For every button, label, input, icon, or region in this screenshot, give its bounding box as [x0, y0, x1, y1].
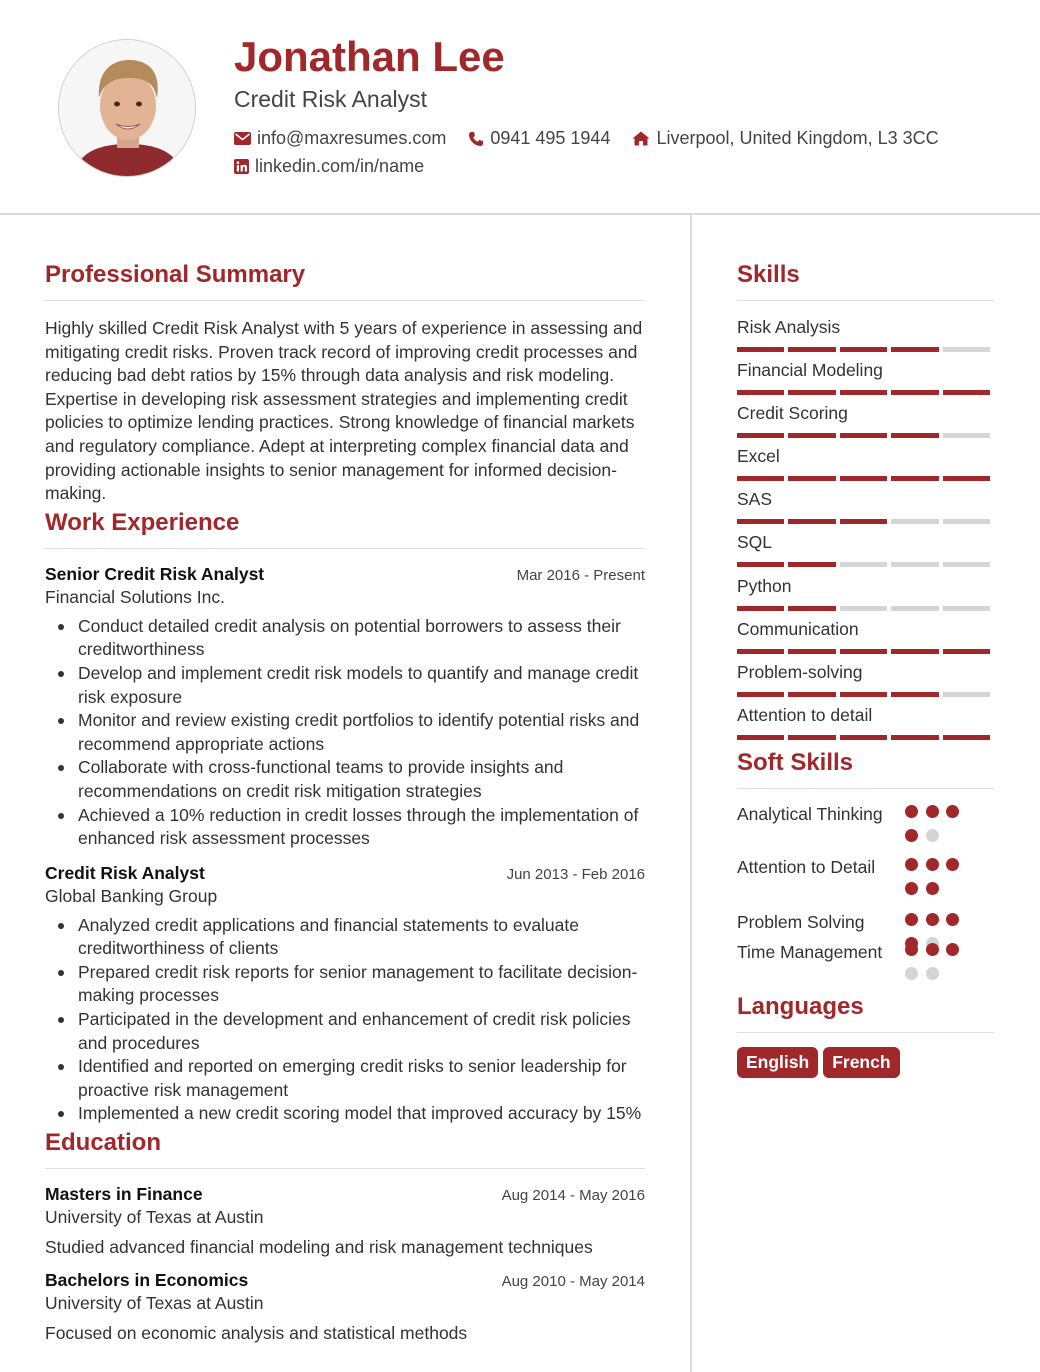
- skill-level-segment-filled: [788, 476, 835, 481]
- skill-name: Credit Scoring: [737, 403, 848, 424]
- section-divider: [737, 1032, 994, 1033]
- skill-name: Excel: [737, 446, 780, 467]
- skill-name: SAS: [737, 489, 773, 510]
- skill-level-segment-filled: [891, 476, 938, 481]
- skill-level-segment-empty: [943, 433, 990, 438]
- language-tag: French: [823, 1047, 899, 1078]
- skills-section: [737, 258, 994, 748]
- home-icon: [632, 131, 650, 146]
- skill-row: [737, 619, 994, 662]
- skill-level-segment-filled: [943, 649, 990, 654]
- skill-name: Financial Modeling: [737, 360, 883, 381]
- phone-icon: [468, 131, 484, 147]
- skill-level-segment-empty: [943, 562, 990, 567]
- school-name: University of Texas at Austin: [45, 1207, 264, 1228]
- skill-level-segment-filled: [737, 649, 784, 654]
- soft-skill-row: [737, 940, 994, 988]
- rating-dot-filled: [926, 882, 939, 895]
- skill-level-segment-filled: [788, 347, 835, 352]
- skill-level-segment-filled: [943, 390, 990, 395]
- skill-level-segment-filled: [737, 519, 784, 524]
- rating-dot-filled: [905, 943, 918, 956]
- job-bullets: [45, 615, 645, 851]
- skill-name: SQL: [737, 532, 773, 553]
- profile-photo: [58, 39, 196, 177]
- skill-name: Python: [737, 575, 792, 596]
- degree-title: Masters in Finance: [45, 1184, 203, 1205]
- section-divider: [45, 1168, 645, 1169]
- skill-level-segment-filled: [788, 390, 835, 395]
- languages-heading: Languages: [737, 992, 864, 1020]
- skill-row: [737, 446, 994, 489]
- linkedin-text: linkedin.com/in/name: [255, 156, 425, 176]
- job-dates: Jun 2013 - Feb 2016: [506, 865, 645, 883]
- skill-level-segment-filled: [891, 347, 938, 352]
- skill-level-segment-filled: [943, 476, 990, 481]
- skill-level-segment-filled: [737, 433, 784, 438]
- skill-level-bar: [737, 649, 994, 654]
- skill-level-segment-filled: [840, 476, 887, 481]
- education-heading: Education: [45, 1129, 162, 1157]
- candidate-name: Jonathan Lee: [234, 33, 505, 80]
- job-bullets: [45, 914, 645, 1126]
- skill-name: Risk Analysis: [737, 317, 841, 337]
- soft-skills-heading: Soft Skills: [737, 748, 854, 776]
- skill-row: [737, 317, 994, 360]
- skill-row: [737, 576, 994, 619]
- summary-text: Highly skilled Credit Risk Analyst with 5 years of experience in assessing and mitigating credit risks. Proven track record of improving credit processes and reducing bad debt ratios by 15% through data analysis and risk modeling. Expertise in developing risk assessment strategies and implementing credit policies to optimize lending practices. Strong knowledge of financial markets and regulatory compliance. Adept at interpreting complex financial data and providing actionable insights to senior management for informed decision-making.: [45, 318, 643, 504]
- skill-level-segment-filled: [840, 433, 887, 438]
- skill-level-segment-empty: [840, 606, 887, 611]
- linkedin-icon: [234, 159, 249, 174]
- skill-name: Attention to detail: [737, 704, 873, 725]
- section-divider: [737, 300, 994, 301]
- rating-dot-filled: [926, 943, 939, 956]
- main-column: [45, 258, 645, 1344]
- skill-level-bar: [737, 347, 994, 352]
- rating-dot-filled: [926, 858, 939, 871]
- professional-summary-section: [45, 258, 645, 506]
- rating-dot-filled: [926, 913, 939, 926]
- rating-dot-filled: [905, 882, 918, 895]
- rating-dot-filled: [905, 805, 918, 818]
- skill-level-segment-filled: [891, 649, 938, 654]
- skill-level-segment-empty: [891, 562, 938, 567]
- skill-level-segment-filled: [891, 692, 938, 697]
- skill-level-segment-filled: [737, 606, 784, 611]
- job-company: Global Banking Group: [45, 885, 218, 906]
- skill-level-segment-empty: [891, 606, 938, 611]
- skill-row: [737, 532, 994, 575]
- soft-skill-row: [737, 855, 994, 910]
- skill-name: Communication: [737, 618, 859, 639]
- rating-dot-empty: [905, 967, 918, 980]
- skills-heading: Skills: [737, 261, 800, 288]
- skill-level-bar: [737, 476, 994, 481]
- soft-skill-rating: [905, 805, 985, 853]
- soft-skill-name: Problem Solving: [737, 911, 865, 932]
- phone-text: 0941 495 1944: [490, 128, 611, 148]
- job-bullet: Collaborate with cross-functional teams to provide insights and recommendations on credit risk mitigation strategies: [45, 756, 645, 803]
- job-bullet: Implemented a new credit scoring model that improved accuracy by 15%: [45, 1102, 645, 1126]
- skill-level-bar: [737, 562, 994, 567]
- column-divider: [690, 215, 692, 1372]
- skill-level-segment-empty: [943, 347, 990, 352]
- skill-level-segment-filled: [737, 562, 784, 567]
- candidate-title: Credit Risk Analyst: [234, 86, 428, 112]
- job-bullet: Prepared credit risk reports for senior management to facilitate decision-making processes: [45, 961, 645, 1008]
- rating-dot-filled: [946, 858, 959, 871]
- job-bullet: Participated in the development and enhancement of credit risk policies and procedures: [45, 1008, 645, 1055]
- skill-level-segment-filled: [891, 390, 938, 395]
- education-dates: Aug 2010 - May 2014: [501, 1273, 645, 1291]
- skill-level-segment-filled: [788, 433, 835, 438]
- section-divider: [45, 300, 645, 301]
- skill-level-bar: [737, 390, 994, 395]
- envelope-icon: [234, 132, 251, 145]
- job-bullet: Monitor and review existing credit portfolios to identify potential risks and recommend appropriate actions: [45, 709, 645, 756]
- skill-level-segment-empty: [943, 519, 990, 524]
- soft-skills-list: [737, 802, 994, 988]
- rating-dot-empty: [926, 967, 939, 980]
- skill-level-segment-filled: [788, 519, 835, 524]
- skill-level-bar: [737, 519, 994, 524]
- rating-dot-filled: [905, 913, 918, 926]
- skill-level-segment-filled: [840, 519, 887, 524]
- job-company: Financial Solutions Inc.: [45, 586, 225, 607]
- job-title: Senior Credit Risk Analyst: [45, 563, 265, 584]
- skill-level-segment-filled: [840, 347, 887, 352]
- skill-level-segment-empty: [943, 606, 990, 611]
- school-name: University of Texas at Austin: [45, 1293, 264, 1314]
- soft-skill-name: Analytical Thinking: [737, 803, 883, 824]
- skill-level-bar: [737, 692, 994, 697]
- skill-level-segment-filled: [737, 347, 784, 352]
- skill-level-segment-filled: [840, 390, 887, 395]
- skill-level-segment-filled: [840, 649, 887, 654]
- email-text: info@maxresumes.com: [257, 128, 447, 148]
- skill-level-segment-filled: [840, 692, 887, 697]
- skill-level-segment-filled: [737, 692, 784, 697]
- section-divider: [737, 788, 994, 789]
- languages-section: [737, 990, 994, 1078]
- rating-dot-empty: [926, 829, 939, 842]
- soft-skill-rating: [905, 943, 985, 991]
- skill-level-bar: [737, 606, 994, 611]
- job-title: Credit Risk Analyst: [45, 862, 205, 883]
- soft-skill-row: [737, 910, 994, 940]
- job-entry: [45, 564, 645, 851]
- skill-level-segment-filled: [788, 735, 835, 740]
- skills-list: [737, 317, 994, 748]
- language-tags: [737, 1047, 994, 1078]
- skill-level-segment-filled: [788, 649, 835, 654]
- section-divider: [45, 548, 645, 549]
- resume-header: [0, 0, 1040, 215]
- skill-row: [737, 403, 994, 446]
- education-dates: Aug 2014 - May 2016: [501, 1187, 645, 1205]
- language-tag: English: [737, 1047, 818, 1078]
- contact-email[interactable]: [234, 128, 446, 149]
- skill-level-segment-filled: [943, 735, 990, 740]
- skill-row: [737, 662, 994, 705]
- rating-dot-filled: [946, 943, 959, 956]
- rating-dot-filled: [946, 805, 959, 818]
- job-bullet: Conduct detailed credit analysis on potential borrowers to assess their creditworthiness: [45, 615, 645, 662]
- soft-skill-name: Attention to Detail: [737, 856, 876, 877]
- skill-level-segment-filled: [737, 390, 784, 395]
- location-text: Liverpool, United Kingdom, L3 3CC: [656, 128, 939, 148]
- soft-skill-name: Time Management: [737, 941, 883, 962]
- summary-heading: Professional Summary: [45, 261, 306, 288]
- job-bullet: Identified and reported on emerging credit risks to senior leadership for proactive risk management: [45, 1055, 645, 1102]
- rating-dot-filled: [946, 913, 959, 926]
- contact-linkedin[interactable]: [234, 156, 424, 177]
- sidebar-column: [737, 258, 994, 1078]
- skill-level-segment-filled: [737, 476, 784, 481]
- skill-level-segment-filled: [788, 606, 835, 611]
- contact-location: [632, 128, 938, 149]
- job-entry: [45, 863, 645, 1126]
- skill-level-segment-filled: [891, 433, 938, 438]
- contact-row: [234, 128, 961, 149]
- experience-heading: Work Experience: [45, 508, 240, 536]
- rating-dot-filled: [905, 829, 918, 842]
- skill-level-bar: [737, 735, 994, 740]
- rating-dot-filled: [905, 858, 918, 871]
- contact-phone[interactable]: [468, 128, 610, 149]
- job-bullet: Analyzed credit applications and financial statements to evaluate creditworthiness of clients: [45, 914, 645, 961]
- degree-title: Bachelors in Economics: [45, 1270, 249, 1291]
- skill-level-segment-empty: [943, 692, 990, 697]
- job-bullet: Achieved a 10% reduction in credit losses through the implementation of enhanced risk assessment processes: [45, 804, 645, 851]
- skill-row: [737, 705, 994, 748]
- skill-row: [737, 489, 994, 532]
- education-entry: [45, 1184, 645, 1258]
- skill-row: [737, 360, 994, 403]
- skill-level-bar: [737, 433, 994, 438]
- skill-level-segment-empty: [891, 519, 938, 524]
- work-experience-section: [45, 506, 645, 1126]
- job-dates: Mar 2016 - Present: [516, 566, 645, 584]
- education-description: Studied advanced financial modeling and risk management techniques: [45, 1237, 593, 1258]
- education-entry: [45, 1270, 645, 1344]
- education-section: [45, 1126, 645, 1344]
- soft-skills-section: [737, 746, 994, 988]
- avatar-illustration: [59, 40, 196, 177]
- skill-level-segment-filled: [840, 735, 887, 740]
- skill-level-segment-empty: [840, 562, 887, 567]
- skill-level-segment-filled: [788, 692, 835, 697]
- skill-name: Problem-solving: [737, 661, 863, 682]
- rating-dot-filled: [926, 805, 939, 818]
- skill-level-segment-filled: [788, 562, 835, 567]
- contact-row-2: [234, 156, 446, 177]
- education-description: Focused on economic analysis and statistical methods: [45, 1323, 468, 1344]
- skill-level-segment-filled: [891, 735, 938, 740]
- soft-skill-rating: [905, 858, 985, 906]
- job-bullet: Develop and implement credit risk models to quantify and manage credit risk exposure: [45, 662, 645, 709]
- soft-skill-row: [737, 802, 994, 855]
- skill-level-segment-filled: [737, 735, 784, 740]
